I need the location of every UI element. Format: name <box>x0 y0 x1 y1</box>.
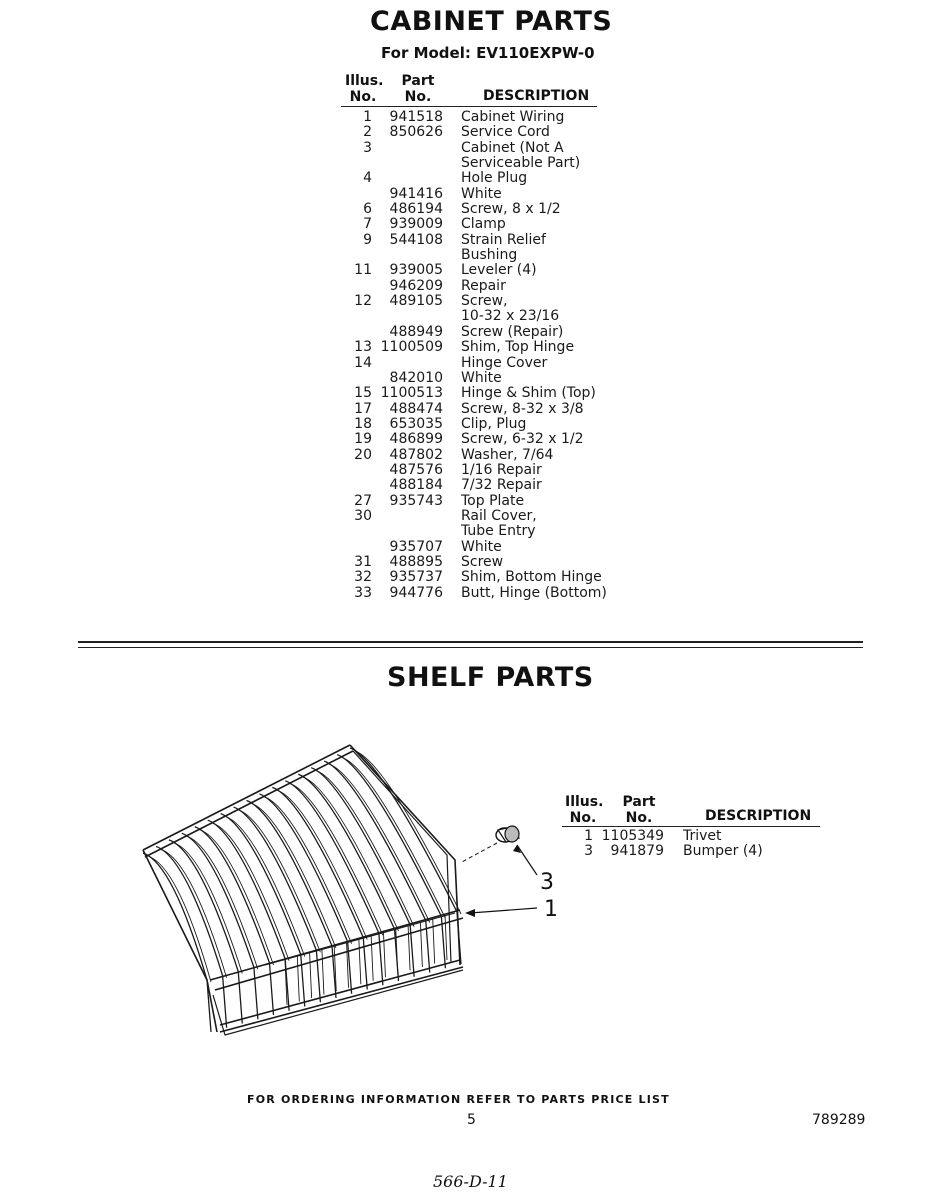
cabinet-description: Hinge Cover <box>461 354 548 371</box>
trivet-illustration <box>125 735 585 1045</box>
cabinet-description: Shim, Bottom Hinge <box>461 569 602 586</box>
cabinet-part-no: 939005 <box>389 262 443 279</box>
leader-line-1 <box>470 908 537 913</box>
cabinet-description: Screw (Repair) <box>461 323 564 340</box>
cabinet-row <box>345 432 615 447</box>
cabinet-description: Leveler (4) <box>461 262 537 279</box>
cabinet-row <box>345 263 615 278</box>
shelf-col-part-line1: Part <box>622 794 656 810</box>
cabinet-col-illus <box>345 73 384 105</box>
shelf-row <box>565 844 805 859</box>
cabinet-row <box>345 125 615 140</box>
cabinet-illus-no: 4 <box>363 170 372 187</box>
shelf-col-illus-line1: Illus. <box>565 794 604 810</box>
cabinet-description: 1/16 Repair <box>461 461 542 478</box>
cabinet-illus-no: 6 <box>363 201 372 218</box>
cabinet-illus-no: 7 <box>363 216 372 233</box>
shelf-description: Bumper (4) <box>683 843 763 860</box>
cabinet-row <box>345 110 615 125</box>
page-number: 5 <box>467 1112 476 1128</box>
cabinet-row <box>345 386 615 401</box>
cabinet-illus-no: 11 <box>354 262 372 279</box>
shelf-col-illus-line2: No. <box>569 810 597 826</box>
shelf-col-part-line2: No. <box>625 810 653 826</box>
cabinet-row <box>345 478 615 493</box>
cabinet-description: Top Plate <box>461 492 525 509</box>
cabinet-row <box>345 402 615 417</box>
cabinet-header-rule <box>341 106 597 107</box>
cabinet-description: Serviceable Part) <box>461 155 581 172</box>
cabinet-row <box>345 294 615 309</box>
cabinet-part-no: 941416 <box>389 185 443 202</box>
cabinet-description: Shim, Top Hinge <box>461 339 575 356</box>
section-divider-bottom <box>78 647 863 648</box>
cabinet-description: 7/32 Repair <box>461 477 542 494</box>
cabinet-illus-no: 31 <box>354 553 372 570</box>
cabinet-part-no: 487576 <box>389 461 443 478</box>
cabinet-row <box>345 217 615 232</box>
cabinet-description: Repair <box>461 277 506 294</box>
cabinet-part-no: 488184 <box>389 477 443 494</box>
cabinet-part-no: 842010 <box>389 369 443 386</box>
cabinet-row <box>345 233 615 248</box>
cabinet-description: Clamp <box>461 216 506 233</box>
cabinet-description: Bushing <box>461 247 518 264</box>
cabinet-row <box>345 309 615 324</box>
cabinet-parts-table <box>345 110 615 601</box>
cabinet-description: Screw, 8 x 1/2 <box>461 201 561 218</box>
cabinet-illus-no: 13 <box>354 339 372 356</box>
cabinet-col-part-line2: No. <box>404 89 432 105</box>
cabinet-part-no: 935737 <box>389 569 443 586</box>
cabinet-part-no: 939009 <box>389 216 443 233</box>
cabinet-illus-no: 9 <box>363 231 372 248</box>
cabinet-parts-title: CABINET PARTS <box>370 6 613 37</box>
cabinet-part-no: 941518 <box>389 109 443 125</box>
shelf-part-no: 941879 <box>610 843 664 860</box>
cabinet-illus-no: 17 <box>354 400 372 417</box>
cabinet-description: Butt, Hinge (Bottom) <box>461 584 607 601</box>
document-number: 789289 <box>812 1112 866 1128</box>
cabinet-row <box>345 248 615 263</box>
cabinet-illus-no: 14 <box>354 354 372 371</box>
cabinet-illus-no: 30 <box>354 507 372 524</box>
cabinet-row <box>345 586 615 601</box>
cabinet-description: Screw <box>461 553 504 570</box>
cabinet-part-no: 653035 <box>389 415 443 432</box>
cabinet-row <box>345 555 615 570</box>
cabinet-row <box>345 325 615 340</box>
shelf-parts-title: SHELF PARTS <box>387 662 594 693</box>
cabinet-description: Clip, Plug <box>461 415 527 432</box>
cabinet-part-no: 850626 <box>389 124 443 141</box>
cabinet-col-illus-line2: No. <box>349 89 377 105</box>
cabinet-row <box>345 202 615 217</box>
cabinet-part-no: 944776 <box>389 584 443 601</box>
cabinet-row <box>345 171 615 186</box>
cabinet-part-no: 489105 <box>389 293 443 310</box>
cabinet-part-no: 946209 <box>389 277 443 294</box>
cabinet-part-no: 1100509 <box>380 339 443 356</box>
cabinet-illus-no: 19 <box>354 431 372 448</box>
shelf-row <box>565 829 805 844</box>
cabinet-description: Cabinet Wiring <box>461 109 565 125</box>
cabinet-part-no: 486899 <box>389 431 443 448</box>
cabinet-description: Strain Relief <box>461 231 546 248</box>
cabinet-row <box>345 356 615 371</box>
cabinet-row <box>345 494 615 509</box>
cabinet-description: White <box>461 538 502 555</box>
shelf-description: Trivet <box>683 828 722 844</box>
cabinet-col-part <box>396 73 440 105</box>
cabinet-description: Service Cord <box>461 124 550 141</box>
callout-3: 3 <box>540 870 554 895</box>
cabinet-description: White <box>461 185 502 202</box>
cabinet-col-part-line1: Part <box>401 73 435 89</box>
cabinet-illus-no: 3 <box>363 139 372 156</box>
cabinet-row <box>345 156 615 171</box>
cabinet-illus-no: 33 <box>354 584 372 601</box>
cabinet-row <box>345 417 615 432</box>
cabinet-row <box>345 524 615 539</box>
cabinet-part-no: 544108 <box>389 231 443 248</box>
cabinet-part-no: 486194 <box>389 201 443 218</box>
shelf-header-rule <box>562 826 820 827</box>
cabinet-part-no: 488474 <box>389 400 443 417</box>
shelf-illus-no: 3 <box>584 843 593 860</box>
shelf-part-no: 1105349 <box>601 828 664 844</box>
leader-arrow-1 <box>465 909 475 917</box>
cabinet-row <box>345 279 615 294</box>
cabinet-part-no: 935743 <box>389 492 443 509</box>
cabinet-row <box>345 570 615 585</box>
cabinet-part-no: 1100513 <box>380 385 443 402</box>
cabinet-part-no: 935707 <box>389 538 443 555</box>
ordering-note: FOR ORDERING INFORMATION REFER TO PARTS PRICE LIST <box>247 1093 670 1106</box>
shelf-col-part <box>617 794 661 826</box>
cabinet-description: Hole Plug <box>461 170 528 187</box>
leader-line-3 <box>517 845 537 875</box>
cabinet-description: Hinge & Shim (Top) <box>461 385 596 402</box>
cabinet-part-no: 488949 <box>389 323 443 340</box>
cabinet-illus-no: 12 <box>354 293 372 310</box>
cabinet-illus-no: 18 <box>354 415 372 432</box>
shelf-parts-table <box>565 829 805 860</box>
section-divider-top <box>78 641 863 643</box>
cabinet-description: Washer, 7/64 <box>461 446 554 463</box>
cabinet-description: Rail Cover, <box>461 507 537 524</box>
cabinet-illus-no: 32 <box>354 569 372 586</box>
cabinet-row <box>345 371 615 386</box>
cabinet-illus-no: 2 <box>363 124 372 141</box>
cabinet-row <box>345 463 615 478</box>
model-line: For Model: EV110EXPW-0 <box>381 44 595 62</box>
cabinet-part-no: 488895 <box>389 553 443 570</box>
cabinet-description: White <box>461 369 502 386</box>
cabinet-description: 10-32 x 23/16 <box>461 308 560 325</box>
cabinet-row <box>345 448 615 463</box>
cabinet-description: Screw, 6-32 x 1/2 <box>461 431 584 448</box>
cabinet-col-description: DESCRIPTION <box>483 88 590 104</box>
cabinet-illus-no: 15 <box>354 385 372 402</box>
cabinet-row <box>345 509 615 524</box>
cabinet-illus-no: 27 <box>354 492 372 509</box>
shelf-illus-no: 1 <box>584 828 593 844</box>
cabinet-description: Screw, 8-32 x 3/8 <box>461 400 584 417</box>
cabinet-description: Screw, <box>461 293 508 310</box>
cabinet-description: Cabinet (Not A <box>461 139 564 156</box>
cabinet-illus-no: 1 <box>363 109 372 125</box>
cabinet-col-illus-line1: Illus. <box>345 73 384 89</box>
cabinet-description: Tube Entry <box>461 523 536 540</box>
handwritten-note: 566-D-11 <box>433 1172 508 1191</box>
bumper-part <box>460 826 519 863</box>
cabinet-row <box>345 540 615 555</box>
cabinet-row <box>345 141 615 156</box>
cabinet-row <box>345 187 615 202</box>
cabinet-row <box>345 340 615 355</box>
callout-1: 1 <box>544 897 558 922</box>
shelf-col-description: DESCRIPTION <box>705 808 812 824</box>
cabinet-part-no: 487802 <box>389 446 443 463</box>
cabinet-illus-no: 20 <box>354 446 372 463</box>
